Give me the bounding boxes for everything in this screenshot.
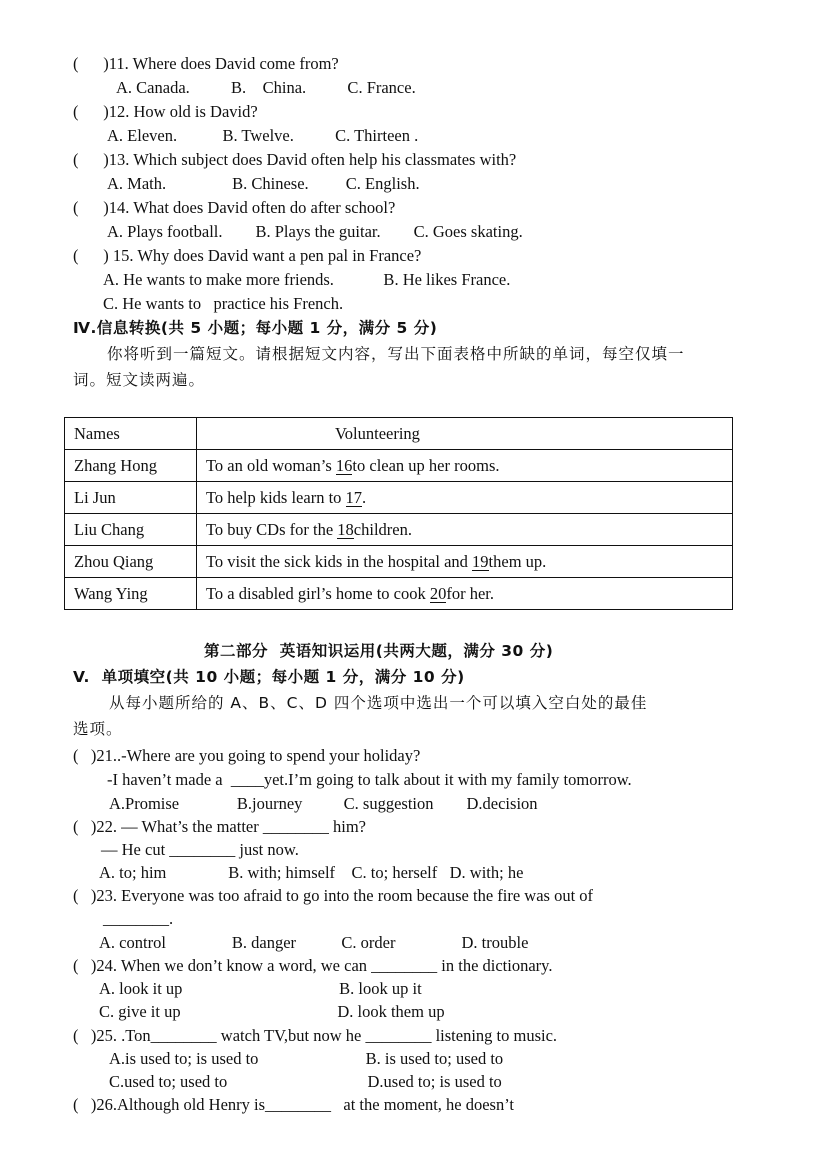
cell-text: children.: [353, 519, 412, 539]
cell-text: To a disabled girl’s home to cook: [206, 583, 430, 603]
section-5-title: V. 单项填空(共 10 小题；每小题 1 分，满分 10 分): [73, 668, 465, 686]
question-13: ( )13. Which subject does David often help his classmates with?: [73, 150, 517, 169]
question-22-options: A. to; him B. with; himself C. to; herself D. with; he: [99, 863, 524, 882]
table-header-row: [65, 418, 733, 450]
cell-text: them up.: [488, 551, 547, 571]
question-12-options: A. Eleven. B. Twelve. C. Thirteen .: [107, 126, 419, 145]
question-12: ( )12. How old is David?: [73, 102, 258, 121]
cell-text: for her.: [446, 583, 495, 603]
question-23-continuation: ________.: [103, 909, 174, 928]
cell-text: To visit the sick kids in the hospital and: [206, 551, 473, 571]
table-header-volunteering: Volunteering: [197, 418, 733, 450]
question-25-options-ab: A.is used to; is used to B. is used to; used to: [109, 1049, 504, 1068]
cell-text: To help kids learn to: [206, 487, 346, 507]
question-15-options-ab: A. He wants to make more friends. B. He likes France.: [103, 270, 511, 289]
question-11-options: A. Canada. B. China. C. France.: [116, 78, 416, 97]
question-13-options: A. Math. B. Chinese. C. English.: [107, 174, 420, 193]
question-24-options-ab: A. look it up B. look up it: [99, 979, 422, 998]
section-5-instruction-line-2: 选项。: [73, 720, 123, 738]
section-5-instruction-line-1: 从每小题所给的 A、B、C、D 四个选项中选出一个可以填入空白处的最佳: [109, 694, 648, 712]
cell-text: To an old woman’s: [206, 455, 336, 475]
volunteering-table: [64, 417, 733, 610]
question-24-options-cd: C. give it up D. look them up: [99, 1002, 445, 1021]
answer-blank-16: 16: [335, 455, 353, 475]
section-4-instruction-line-1: 你将听到一篇短文。请根据短文内容，写出下面表格中所缺的单词，每空仅填一: [107, 345, 685, 363]
table-row: [65, 482, 733, 514]
question-24: ( )24. When we don’t know a word, we can ________ in the dictionary.: [73, 956, 553, 975]
question-25: ( )25. .Ton________ watch TV,but now he ________ listening to music.: [73, 1026, 558, 1045]
table-cell-name: Zhang Hong: [65, 450, 197, 482]
cell-text: .: [362, 487, 367, 507]
answer-blank-20: 20: [429, 583, 447, 603]
question-11: ( )11. Where does David come from?: [73, 54, 339, 73]
question-26: ( )26.Although old Henry is________ at the moment, he doesn’t: [73, 1095, 515, 1114]
table-cell-volunteering: [197, 578, 733, 610]
table-cell-name: Liu Chang: [65, 514, 197, 546]
part-2-title: 第二部分 英语知识运用(共两大题，满分 30 分): [204, 642, 554, 660]
table-cell-volunteering: [197, 482, 733, 514]
section-4-instruction-line-2: 词。短文读两遍。: [73, 371, 206, 389]
question-14-options: A. Plays football. B. Plays the guitar. C. Goes skating.: [107, 222, 523, 241]
table-header-names: Names: [65, 418, 197, 450]
section-4-title: Ⅳ.信息转换(共 5 小题；每小题 1 分，满分 5 分): [73, 319, 438, 337]
table-cell-volunteering: [197, 514, 733, 546]
table-cell-volunteering: [197, 450, 733, 482]
question-21: ( )21..-Where are you going to spend your holiday?: [73, 746, 421, 765]
table-cell-name: Wang Ying: [65, 578, 197, 610]
cell-text: To buy CDs for the: [206, 519, 338, 539]
question-22: ( )22. — What’s the matter ________ him?: [73, 817, 366, 836]
table-cell-name: Zhou Qiang: [65, 546, 197, 578]
table-row: [65, 546, 733, 578]
cell-text: to clean up her rooms.: [352, 455, 500, 475]
question-15: ( ) 15. Why does David want a pen pal in France?: [73, 246, 422, 265]
question-23-options: A. control B. danger C. order D. trouble: [99, 933, 529, 952]
table-cell-volunteering: [197, 546, 733, 578]
table-row: [65, 578, 733, 610]
question-15-option-c: C. He wants to practice his French.: [103, 294, 344, 313]
table-row: [65, 514, 733, 546]
answer-blank-18: 18: [337, 519, 354, 539]
question-21-dialogue: -I haven’t made a ____yet.I’m going to talk about it with my family tomorrow.: [107, 770, 632, 789]
question-25-options-cd: C.used to; used to D.used to; is used to: [109, 1072, 502, 1091]
question-22-dialogue: — He cut ________ just now.: [101, 840, 299, 859]
question-23: ( )23. Everyone was too afraid to go into the room because the fire was out of: [73, 886, 594, 905]
question-21-options: A.Promise B.journey C. suggestion D.decision: [109, 794, 538, 813]
question-14: ( )14. What does David often do after school?: [73, 198, 396, 217]
table-row: [65, 450, 733, 482]
table-cell-name: Li Jun: [65, 482, 197, 514]
answer-blank-19: 19: [472, 551, 489, 571]
answer-blank-17: 17: [345, 487, 363, 507]
